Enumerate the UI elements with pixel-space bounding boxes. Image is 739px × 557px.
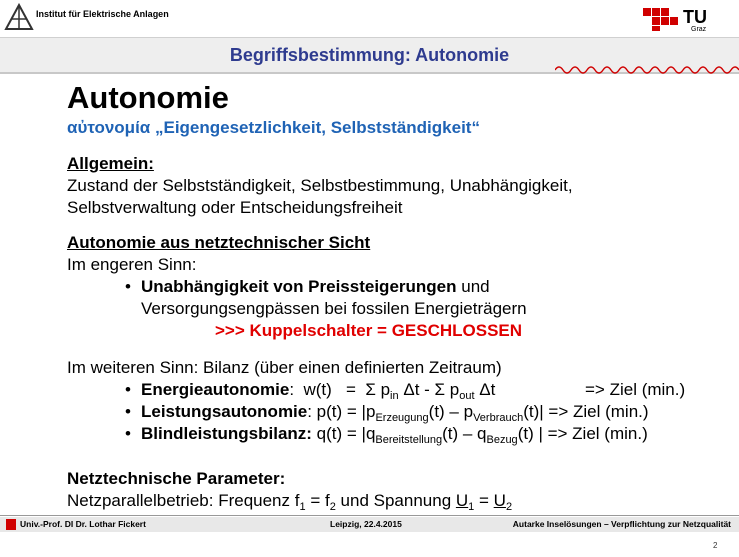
general-label: Allgemein:: [67, 154, 154, 173]
bullet-reactive-text-c: (t) | => Ziel (min.): [517, 424, 648, 443]
params-label: Netztechnische Parameter:: [67, 469, 286, 488]
tu-graz-logo-icon: [641, 4, 717, 32]
narrow-sense-label: Im engeren Sinn:: [67, 255, 197, 274]
bullet-energy-sub-out: out: [459, 390, 475, 402]
network-section: [67, 232, 527, 342]
params-u1: U: [455, 491, 469, 510]
params-section: [67, 468, 512, 512]
bullet-power-sub-gen: Erzeugung: [375, 412, 429, 424]
greek-etymology: αὐτονομία „Eigengesetzlichkeit, Selbstständigkeit“: [67, 118, 480, 137]
general-section: [67, 153, 573, 219]
page-number: 2: [713, 541, 718, 550]
footer-bar: [0, 517, 739, 532]
narrow-result: >>> Kuppelschalter = GESCHLOSSEN: [215, 321, 523, 340]
bullet-power-text-b: (t) – p: [428, 402, 474, 421]
bullet-energy-target: => Ziel (min.): [585, 380, 686, 399]
general-line-2: Selbstverwaltung oder Entscheidungsfreiheit: [67, 198, 403, 217]
params-text-d: =: [474, 491, 494, 510]
bullet-reactive-text-a: q(t) = |q: [311, 424, 376, 443]
bullet-reactive-bold: Blindleistungsbilanz:: [141, 424, 312, 443]
params-sub-2: 2: [329, 501, 336, 513]
footer-red-square-icon: [6, 519, 16, 530]
bullet-energy-text-a: : w(t) = Σ p: [289, 380, 391, 399]
footer-divider: [0, 515, 739, 516]
bullet-power-text-c: (t)| => Ziel (min.): [523, 402, 649, 421]
tu-logo-text: TU: [683, 7, 707, 27]
wide-sense-label: Im weiteren Sinn: Bilanz (über einen definierten Zeitraum): [67, 358, 502, 377]
tu-logo-sub: Graz: [691, 26, 707, 32]
bullet-power-text-a: : p(t) = |p: [307, 402, 376, 421]
wave-decoration-icon: [555, 60, 739, 76]
footer-author: Univ.-Prof. DI Dr. Lothar Fickert: [20, 519, 146, 529]
bullet-energy-text-c: Δt: [474, 380, 496, 399]
footer-topic: Autarke Inselösungen – Verpflichtung zur Netzqualität: [512, 519, 731, 529]
bullet-reactive-text-b: (t) – q: [442, 424, 487, 443]
bullet-power: • Leistungsautonomie: $p(t) = |p_{Erzeugung}(t) - p_{Verbrauch}(t)|$ => Ziel (min.): [125, 402, 649, 424]
page-heading: Autonomie: [67, 80, 229, 115]
institute-name: Institut für Elektrische Anlagen: [36, 9, 169, 19]
params-u2: U: [493, 491, 506, 510]
bullet-energy-sub-in: in: [390, 390, 399, 402]
narrow-bullet-bold: Unabhängigkeit von Preissteigerungen: [141, 277, 457, 296]
bullet-reactive-sub-prov: Bereitstellung: [375, 434, 443, 446]
params-line: [67, 490, 512, 512]
bullet-power-bold: Leistungsautonomie: [141, 402, 308, 421]
bullet-energy: • Energieautonomie: w(t) = Σ $p_{in}$ Δt - Σ $p_{out}$ Δt => Ziel (min.): [125, 380, 686, 402]
bullet-energy-text-b: Δt - Σ p: [398, 380, 460, 399]
narrow-bullet-rest: und: [456, 277, 490, 296]
wide-sense-section: [67, 357, 686, 446]
params-text-c: und Spannung: [335, 491, 456, 510]
bullet-power-sub-cons: Verbrauch: [473, 412, 524, 424]
network-label: Autonomie aus netztechnischer Sicht: [67, 233, 371, 252]
bullet-reactive-sub-ref: Bezug: [486, 434, 518, 446]
params-sub-1: 1: [299, 501, 306, 513]
bullet-reactive: • Blindleistungsbilanz: $q(t) = |q_{Bereitstellung}(t) - q_{Bezug}(t)$ | => Ziel (min.): [125, 424, 648, 446]
params-text-a: Netzparallelbetrieb: Frequenz f: [67, 491, 300, 510]
institute-logo-icon: [4, 3, 34, 31]
params-sub-4: 2: [505, 501, 513, 513]
slide-title: Begriffsbestimmung: Autonomie: [229, 45, 510, 65]
footer-place-date: Leipzig, 22.4.2015: [330, 519, 402, 529]
narrow-bullet: • Unabhängigkeit von Preissteigerungen und: [125, 277, 490, 296]
general-line-1: Zustand der Selbstständigkeit, Selbstbestimmung, Unabhängigkeit,: [67, 176, 573, 195]
params-sub-3: 1: [468, 501, 475, 513]
bullet-energy-bold: Energieautonomie: [141, 380, 290, 399]
params-text-b: = f: [305, 491, 330, 510]
narrow-bullet-line-2: Versorgungsengpässen bei fossilen Energieträgern: [141, 299, 527, 318]
